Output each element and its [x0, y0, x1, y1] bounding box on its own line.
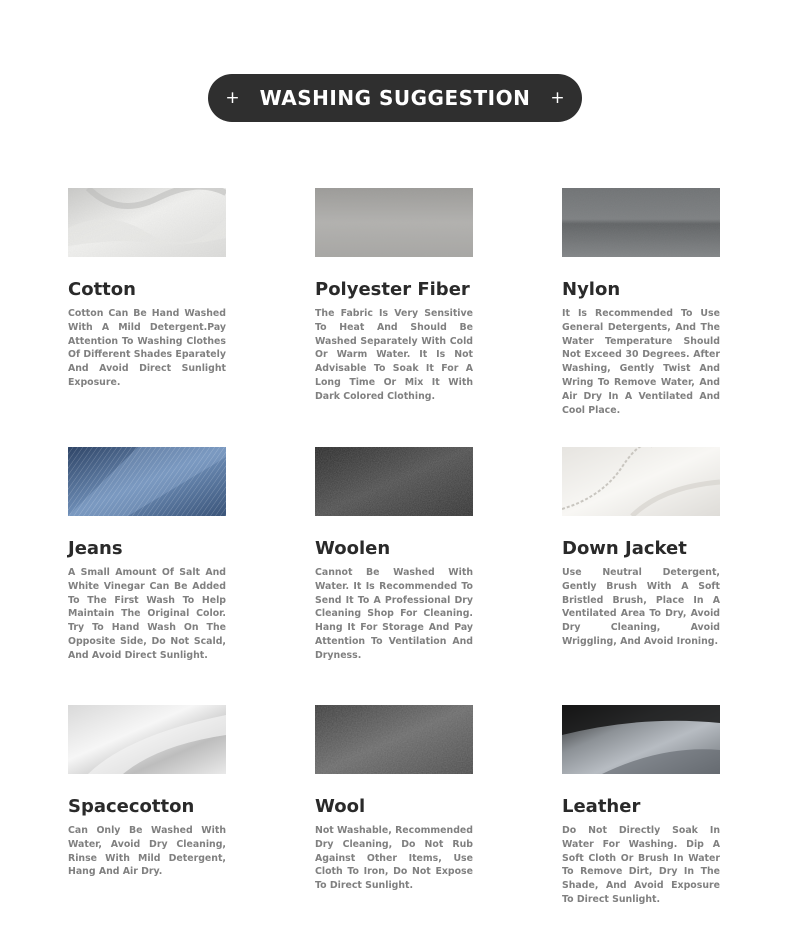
fabric-card-jeans	[68, 447, 226, 663]
cotton-fabric-image	[68, 188, 226, 257]
fabric-description: The Fabric Is Very Sensitive To Heat And Should Be Washed Separately With Cold Or Warm Water. It Is Not Advisable To Soak It For A Long Time Or Mix It With Dark Colored Clothing.	[315, 308, 473, 402]
fabric-description: Do Not Directly Soak In Water For Washing. Dip A Soft Cloth Or Brush In Water To Remove Dirt, Dry In The Shade, And Avoid Exposure To Direct Sunlight.	[562, 825, 720, 905]
plus-icon: +	[550, 87, 565, 108]
woolen-fabric-image	[315, 447, 473, 516]
jeans-fabric-image	[68, 447, 226, 516]
fabric-card-wool	[315, 705, 473, 893]
fabric-name: Spacecotton	[68, 796, 195, 817]
fabric-card-cotton	[68, 188, 226, 390]
fabric-name: Polyester Fiber	[315, 279, 470, 300]
fabric-name: Leather	[562, 796, 641, 817]
fabric-name: Down Jacket	[562, 538, 687, 559]
fabric-description: Use Neutral Detergent, Gently Brush With A Soft Bristled Brush, Place In A Ventilated Area To Dry, Avoid Dry Cleaning, Avoid Wriggling, And Avoid Ironing.	[562, 567, 720, 647]
fabric-name: Wool	[315, 796, 366, 817]
nylon-fabric-image	[562, 188, 720, 257]
fabric-card-woolen	[315, 447, 473, 663]
fabric-description: A Small Amount Of Salt And White Vinegar Can Be Added To The First Wash To Help Maintain The Original Color. Try To Hand Wash On The Opposite Side, Do Not Scald, And Avoid Direct Sunlight.	[68, 567, 226, 661]
wool-fabric-image	[315, 705, 473, 774]
down-jacket-fabric-image	[562, 447, 720, 516]
fabric-card-leather	[562, 705, 720, 907]
fabric-description: Can Only Be Washed With Water, Avoid Dry Cleaning, Rinse With Mild Detergent, Hang And Air Dry.	[68, 825, 226, 878]
fabric-name: Jeans	[68, 538, 123, 559]
fabric-card-spacecotton	[68, 705, 226, 879]
polyester-fabric-image	[315, 188, 473, 257]
leather-fabric-image	[562, 705, 720, 774]
spacecotton-fabric-image	[68, 705, 226, 774]
washing-suggestion-banner	[208, 74, 582, 122]
fabric-description: Cannot Be Washed With Water. It Is Recommended To Send It To A Professional Dry Cleaning Shop For Cleaning. Hang It For Storage And Pay Attention To Ventilation And Dryness.	[315, 567, 473, 661]
banner-title: WASHING SUGGESTION	[259, 86, 531, 110]
fabric-name: Woolen	[315, 538, 391, 559]
fabric-card-down-jacket	[562, 447, 720, 649]
fabric-description: It Is Recommended To Use General Detergents, And The Water Temperature Should Not Exceed 30 Degrees. After Washing, Gently Twist And Wring To Remove Water, And Air Dry In A Ventilated And Cool Place.	[562, 308, 720, 416]
fabric-name: Nylon	[562, 279, 621, 300]
fabric-name: Cotton	[68, 279, 136, 300]
fabric-description: Not Washable, Recommended Dry Cleaning, Do Not Rub Against Other Items, Use Cloth To Iron, Do Not Expose To Direct Sunlight.	[315, 825, 473, 892]
fabric-card-nylon	[562, 188, 720, 417]
fabric-description: Cotton Can Be Hand Washed With A Mild Detergent.Pay Attention To Washing Clothes Of Different Shades Eparately And Avoid Direct Sunlight Exposure.	[68, 308, 226, 388]
fabric-card-polyester-fiber	[315, 188, 473, 404]
plus-icon: +	[225, 87, 240, 108]
